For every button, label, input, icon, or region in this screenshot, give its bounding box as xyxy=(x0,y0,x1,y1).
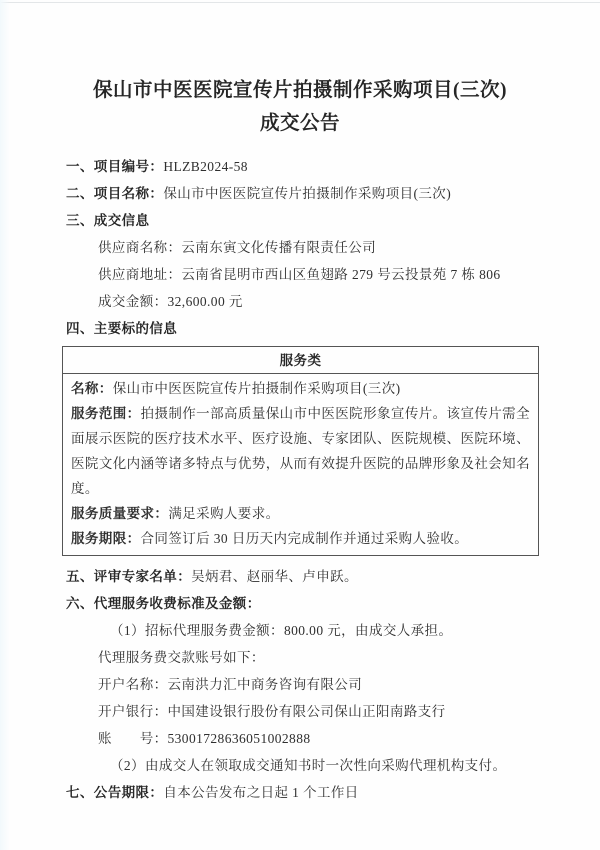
table-row-quality-requirement: 服务质量要求：满足采购人要求。 xyxy=(71,506,280,521)
account-number-label: 账 号： xyxy=(98,731,168,746)
supplier-address-line xyxy=(66,261,540,288)
document-body xyxy=(0,140,600,806)
deal-amount-value: 32,600.00 元 xyxy=(167,294,243,309)
bank-line xyxy=(66,698,540,725)
table-row-service-period: 服务期限：合同签订后 30 日历天内完成制作并通过采购人验收。 xyxy=(71,531,469,546)
announcement-period-value: 自本公告发布之日起 1 个工作日 xyxy=(163,785,359,800)
supplier-name-value: 云南东寅文化传播有限责任公司 xyxy=(181,240,377,255)
table-header-row xyxy=(63,347,539,374)
supplier-name-label: 供应商名称： xyxy=(98,240,182,255)
scan-artifact-top-line xyxy=(0,2,600,3)
project-name-line xyxy=(66,180,540,207)
subject-info-table xyxy=(62,346,539,556)
scan-artifact-left-tint xyxy=(0,0,10,850)
subject-info-heading: 四、主要标的信息 xyxy=(66,321,178,336)
bank-label: 开户银行： xyxy=(98,704,168,719)
announcement-period-label: 七、公告期限： xyxy=(66,785,164,800)
supplier-address-label: 供应商地址： xyxy=(98,267,182,282)
account-name-value: 云南洪力汇中商务咨询有限公司 xyxy=(167,677,363,692)
announcement-period-line xyxy=(66,779,540,806)
deal-amount-line xyxy=(66,288,540,315)
account-name-label: 开户名称： xyxy=(98,677,168,692)
agency-fee-amount-line: （1）招标代理服务费金额：800.00 元，由成交人承担。 xyxy=(110,623,453,638)
project-name-label: 二、项目名称： xyxy=(66,186,164,201)
project-name-value: 保山市中医医院宣传片拍摄制作采购项目(三次) xyxy=(163,186,452,201)
table-header-service-category: 服务类 xyxy=(63,347,539,374)
agency-fee-account-intro-line: 代理服务费交款账号如下： xyxy=(98,650,265,665)
project-number-line xyxy=(66,153,540,180)
supplier-name-line xyxy=(66,234,540,261)
table-body-cell xyxy=(63,374,539,556)
payment-method-line: （2）由成交人在领取成交通知书时一次性向采购代理机构支付。 xyxy=(110,758,507,773)
expert-list-label: 五、评审专家名单： xyxy=(66,569,192,584)
document-title-line1: 保山市中医医院宣传片拍摄制作采购项目(三次) xyxy=(93,80,507,101)
project-number-value: HLZB2024-58 xyxy=(163,159,248,174)
project-number-label: 一、项目编号： xyxy=(66,159,164,174)
document-title-line2: 成交公告 xyxy=(259,113,340,134)
supplier-address-value: 云南省昆明市西山区鱼翅路 279 号云投景苑 7 栋 806 xyxy=(181,267,501,282)
expert-list-line xyxy=(66,563,540,590)
bank-value: 中国建设银行股份有限公司保山正阳南路支行 xyxy=(167,704,446,719)
deal-info-heading: 三、成交信息 xyxy=(66,213,150,228)
table-body-row xyxy=(63,374,539,556)
deal-amount-label: 成交金额： xyxy=(98,294,168,309)
account-number-line xyxy=(66,725,540,752)
agency-fee-heading: 六、代理服务收费标准及金额： xyxy=(66,596,261,611)
table-row-service-scope: 服务范围：拍摄制作一部高质量保山市中医医院形象宣传片。该宣传片需全面展示医院的医疗技术水平、医疗设施、专家团队、医院规模、医院环境、医院文化内涵等诸多特点与优势，从而有效提升医院的品牌形象及社会知名度。 xyxy=(71,406,530,496)
account-name-line xyxy=(66,671,540,698)
expert-list-value: 吴炳君、赵丽华、卢申跃。 xyxy=(191,569,358,584)
document-title xyxy=(0,74,600,140)
table-row-name: 名称：保山市中医医院宣传片拍摄制作采购项目(三次) xyxy=(71,381,401,396)
account-number-value: 53001728636051002888 xyxy=(167,731,311,746)
